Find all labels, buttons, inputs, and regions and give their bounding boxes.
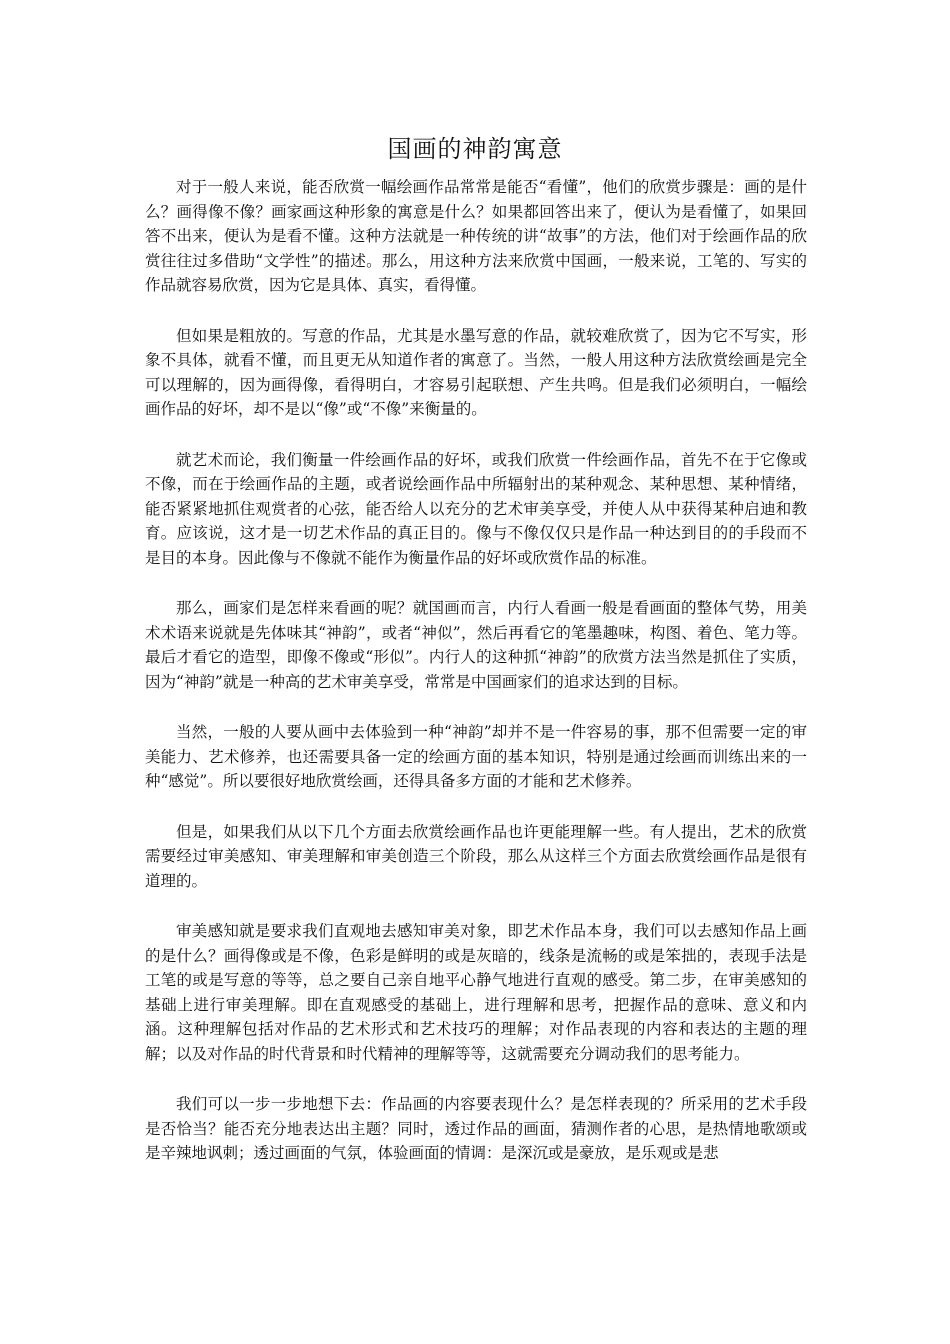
paragraph-5: 当然，一般的人要从画中去体验到一种“神韵”却并不是一件容易的事，那不但需要一定的审美能力、艺术修养，也还需要具备一定的绘画方面的基本知识，特别是通过绘画而训练出来的一种“感觉”。所以要很好地欣赏绘画，还得具备多方面的才能和艺术修养。	[145, 723, 807, 790]
document-body	[145, 175, 807, 1192]
paragraph-4: 那么，画家们是怎样来看画的呢？就国画而言，内行人看画一般是看画面的整体气势，用美术术语来说就是先体味其“神韵”，或者“神似”，然后再看它的笔墨趣味，构图、着色、笔力等。最后才看它的造型，即像不像或“形似”。内行人的这种抓“神韵”的欣赏方法当然是抓住了实质，因为“神韵”就是一种高的艺术审美享受，常常是中国画家们的追求达到的目标。	[145, 599, 807, 691]
paragraph-3: 就艺术而论，我们衡量一件绘画作品的好坏，或我们欣赏一件绘画作品，首先不在于它像或不像，而在于绘画作品的主题，或者说绘画作品中所辐射出的某种观念、某种思想、某种情绪，能否紧紧地抓住观赏者的心弦，能否给人以充分的艺术审美享受，并使人从中获得某种启迪和教育。应该说，这才是一切艺术作品的真正目的。像与不像仅仅只是作品一种达到目的的手段而不是目的本身。因此像与不像就不能作为衡量作品的好坏或欣赏作品的标准。	[145, 450, 807, 567]
paragraph-6: 但是，如果我们从以下几个方面去欣赏绘画作品也许更能理解一些。有人提出，艺术的欣赏需要经过审美感知、审美理解和审美创造三个阶段，那么从这样三个方面去欣赏绘画作品是很有道理的。	[145, 822, 807, 890]
paragraph-1: 对于一般人来说，能否欣赏一幅绘画作品常常是能否“看懂”，他们的欣赏步骤是：画的是什么？画得像不像？画家画这种形象的寓意是什么？如果都回答出来了，便认为是看懂了，如果回答不出来，便认为是看不懂。这种方法就是一种传统的讲“故事”的方法，他们对于绘画作品的欣赏往往过多借助“文学性”的描述。那么，用这种方法来欣赏中国画，一般来说，工笔的、写实的作品就容易欣赏，因为它是具体、真实，看得懂。	[145, 178, 807, 294]
paragraph-8: 我们可以一步一步地想下去：作品画的内容要表现什么？是怎样表现的？所采用的艺术手段是否恰当？能否充分地表达出主题？同时，透过作品的画面，猜测作者的心思，是热情地歌颂或是辛辣地讽刺；透过画面的气氛，体验画面的情调：是深沉或是豪放，是乐观或是悲	[145, 1095, 807, 1162]
paragraph-7: 审美感知就是要求我们直观地去感知审美对象，即艺术作品本身，我们可以去感知作品上画的是什么？画得像或是不像，色彩是鲜明的或是灰暗的，线条是流畅的或是笨拙的，表现手法是工笔的或是写意的等等，总之要自己亲自地平心静气地进行直观的感受。第二步，在审美感知的基础上进行审美理解。即在直观感受的基础上，进行理解和思考，把握作品的意味、意义和内涵。这种理解包括对作品的艺术形式和艺术技巧的理解；对作品表现的内容和表达的主题的理解；以及对作品的时代背景和时代精神的理解等等，这就需要充分调动我们的思考能力。	[145, 922, 807, 1063]
document-title: 国画的神韵寓意	[387, 135, 563, 163]
paragraph-2: 但如果是粗放的。写意的作品，尤其是水墨写意的作品，就较难欣赏了，因为它不写实，形象不具体，就看不懂，而且更无从知道作者的寓意了。当然，一般人用这种方法欣赏绘画是完全可以理解的，因为画得像，看得明白，才容易引起联想、产生共鸣。但是我们必须明白，一幅绘画作品的好坏，却不是以“像”或“不像”来衡量的。	[145, 326, 807, 418]
